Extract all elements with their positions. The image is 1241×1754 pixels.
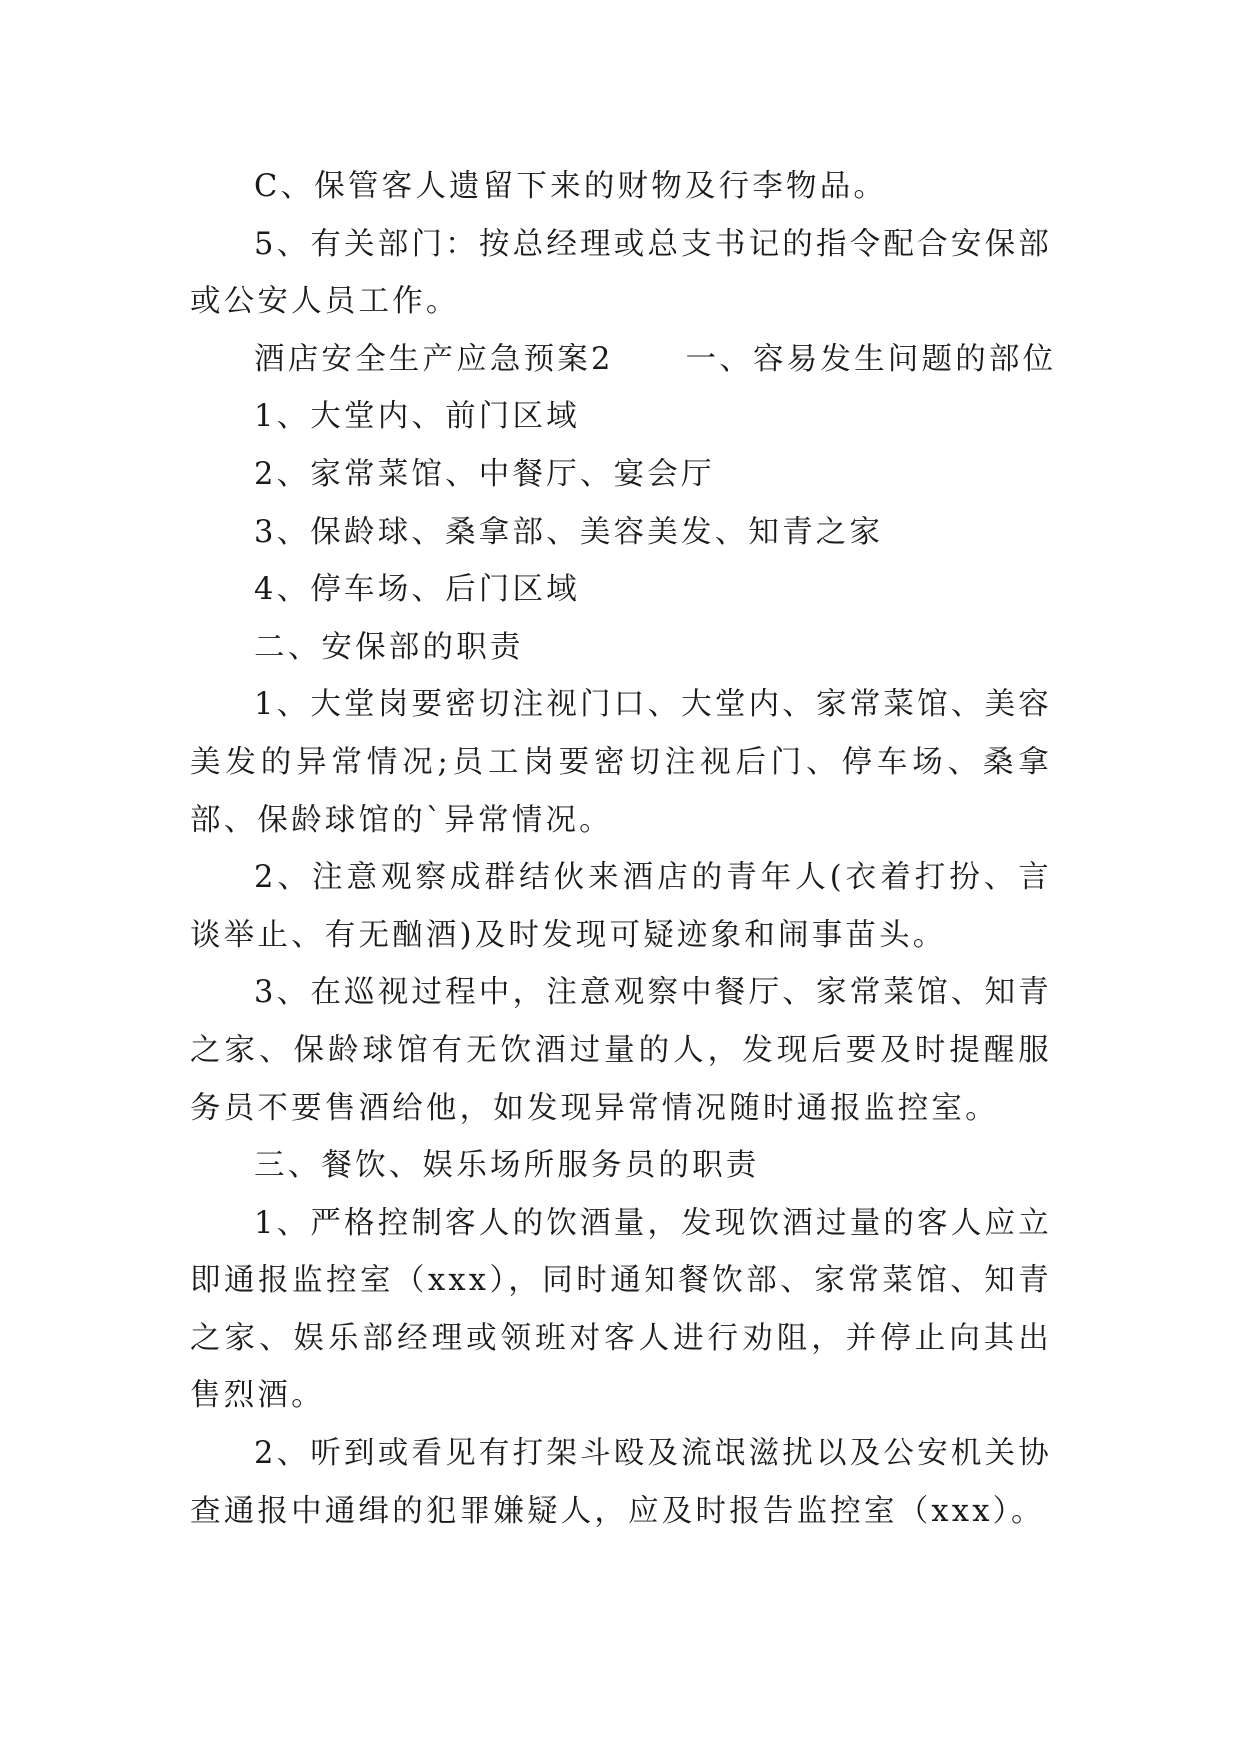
paragraph: 1、大堂岗要密切注视门口、大堂内、家常菜馆、美容美发的异常情况;员工岗要密切注视后门、停车场、桑拿部、保龄球馆的`异常情况。 [190, 687, 1052, 838]
section-first-item: 一、容易发生问题的部位 [685, 341, 1057, 377]
subheading-security-duties: 二、安保部的职责 [254, 629, 524, 665]
paragraph-item-5: 5、有关部门：按总经理或总支书记的指令配合安保部或公安人员工作。 [190, 226, 1052, 320]
document-body [190, 158, 1057, 1540]
section-title: 酒店安全生产应急预案2 [254, 341, 614, 377]
subheading-staff-duties: 三、餐饮、娱乐场所服务员的职责 [254, 1148, 760, 1184]
paragraph-c-item: C、保管客人遗留下来的财物及行李物品。 [254, 169, 888, 204]
paragraph: 3、在巡视过程中，注意观察中餐厅、家常菜馆、知青之家、保龄球馆有无饮酒过量的人，发现后要及时提醒服务员不要售酒给他，如发现异常情况随时通报监控室。 [190, 975, 1052, 1126]
list-item: 3、保龄球、桑拿部、美容美发、知青之家 [254, 514, 884, 550]
paragraph: 2、听到或看见有打架斗殴及流氓滋扰以及公安机关协查通报中通缉的犯罪嫌疑人，应及时报告监控室（xxx）。 [190, 1436, 1052, 1529]
section-heading [190, 331, 1057, 389]
list-item: 1、大堂内、前门区域 [254, 399, 580, 435]
paragraph: 2、注意观察成群结伙来酒店的青年人(衣着打扮、言谈举止、有无酗酒)及时发现可疑迹象和闹事苗头。 [190, 860, 1052, 953]
list-item: 4、停车场、后门区域 [254, 572, 580, 608]
list-item: 2、家常菜馆、中餐厅、宴会厅 [254, 456, 715, 492]
paragraph: 1、严格控制客人的饮酒量，发现饮酒过量的客人应立即通报监控室（xxx），同时通知餐饮部、家常菜馆、知青之家、娱乐部经理或领班对客人进行劝阻，并停止向其出售烈酒。 [190, 1205, 1052, 1414]
